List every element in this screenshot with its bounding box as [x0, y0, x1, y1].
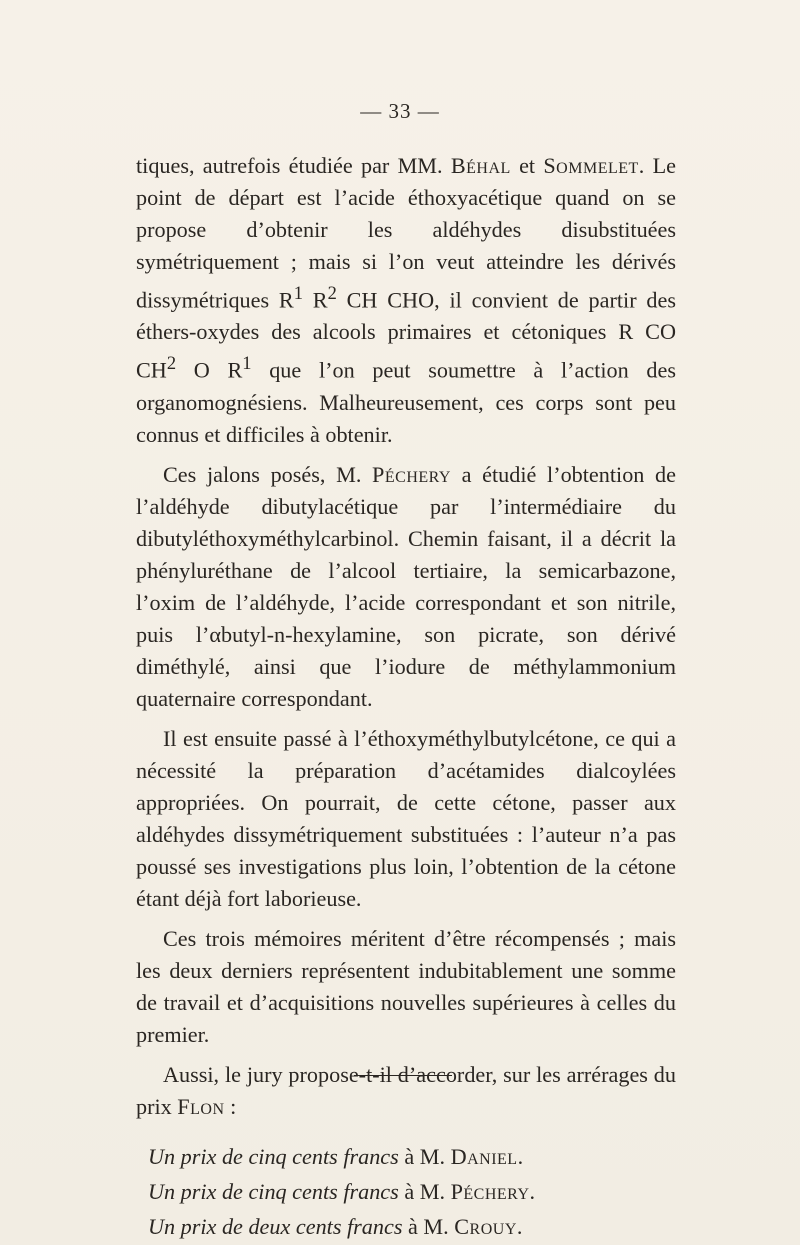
- award-connector: à M.: [402, 1213, 455, 1239]
- award-prize: Un prix de deux cents francs: [148, 1213, 403, 1239]
- superscript: 2: [327, 284, 337, 304]
- paragraph-2: [136, 459, 676, 715]
- body-text: [136, 150, 676, 1244]
- author-name-pechery: Péchery: [372, 461, 451, 487]
- page-number: — 33 —: [360, 99, 440, 123]
- award-prize: Un prix de cinq cents francs: [148, 1143, 399, 1169]
- award-end: .: [516, 1213, 523, 1239]
- text-run: O R: [176, 357, 243, 383]
- award-prize: Un prix de cinq cents francs: [148, 1178, 399, 1204]
- award-recipient: Péchery: [450, 1178, 530, 1204]
- award-connector: à M.: [398, 1178, 451, 1204]
- superscript: 1: [293, 284, 303, 304]
- award-line-pechery: [136, 1174, 676, 1209]
- text-run: Aussi, le jury propose-t-il d’accorder, sur les arrérages du prix: [136, 1061, 676, 1119]
- prize-name-flon: Flon: [177, 1093, 225, 1119]
- text-run: R: [302, 287, 328, 313]
- award-end: .: [529, 1178, 536, 1204]
- text-run: et: [510, 153, 544, 178]
- paragraph-5: [136, 1059, 676, 1123]
- award-recipient: Crouy: [454, 1213, 517, 1239]
- text-run: CH CHO, il convient de partir des éthers-oxydes des alcools primaires et cétoniques R CO CH: [136, 287, 676, 383]
- text-run: . Le point de départ est l’acide éthoxyacétique quand on se propose d’obtenir les aldéhydes disubstituées symétriquement ; mais si l’on veut atteindre les dérivés dissymétriques R: [136, 153, 676, 313]
- award-connector: à M.: [398, 1143, 451, 1169]
- closing-rule: [354, 1075, 452, 1076]
- author-name-behal: Béhal: [450, 153, 511, 178]
- superscript: 2: [166, 354, 177, 375]
- text-run: que l’on peut soumettre à l’action des organomognésiens. Malheureusement, ces corps sont peu connus et difficiles à obtenir.: [136, 357, 676, 447]
- award-recipient: Daniel: [450, 1143, 518, 1169]
- text-run: Ces jalons posés, M.: [163, 461, 373, 487]
- superscript: 1: [242, 354, 252, 375]
- author-name-sommelet: Sommelet: [543, 153, 639, 178]
- award-end: .: [517, 1143, 524, 1169]
- paragraph-3: Il est ensuite passé à l’éthoxyméthylbutylcétone, ce qui a nécessité la préparation d’acétamides dialcoylées appropriées. On pourrait, de cette cétone, passer aux aldéhydes dissymétriquement substituées : l’auteur n’a pas poussé ses investigations plus loin, l’obtention de la cétone étant déjà fort laborieuse.: [136, 725, 676, 911]
- text-run: :: [224, 1093, 237, 1119]
- text-run: a étudié l’obtention de l’aldéhyde dibutylacétique par l’intermédiaire du dibutyléthoxyméthylcarbinol. Chemin faisant, il a décrit la phényluréthane de l’alcool tertiaire, la semicarbazone, l’oxim de l’aldéhyde, l’acide correspondant et son nitrile, puis l’αbutyl-n-hexylamine, son picrate, son dérivé diméthylé, ainsi que l’iodure de méthylammonium quaternaire correspondant.: [136, 461, 676, 711]
- paragraph-1: [136, 150, 676, 451]
- award-line-daniel: [136, 1139, 676, 1174]
- paragraph-4: Ces trois mémoires méritent d’être récompensés ; mais les deux derniers représentent indubitablement une somme de travail et d’acquisitions nouvelles supérieures à celles du premier.: [136, 925, 676, 1047]
- text-run: tiques, autrefois étudiée par MM.: [136, 153, 451, 178]
- award-line-crouy: [136, 1209, 676, 1244]
